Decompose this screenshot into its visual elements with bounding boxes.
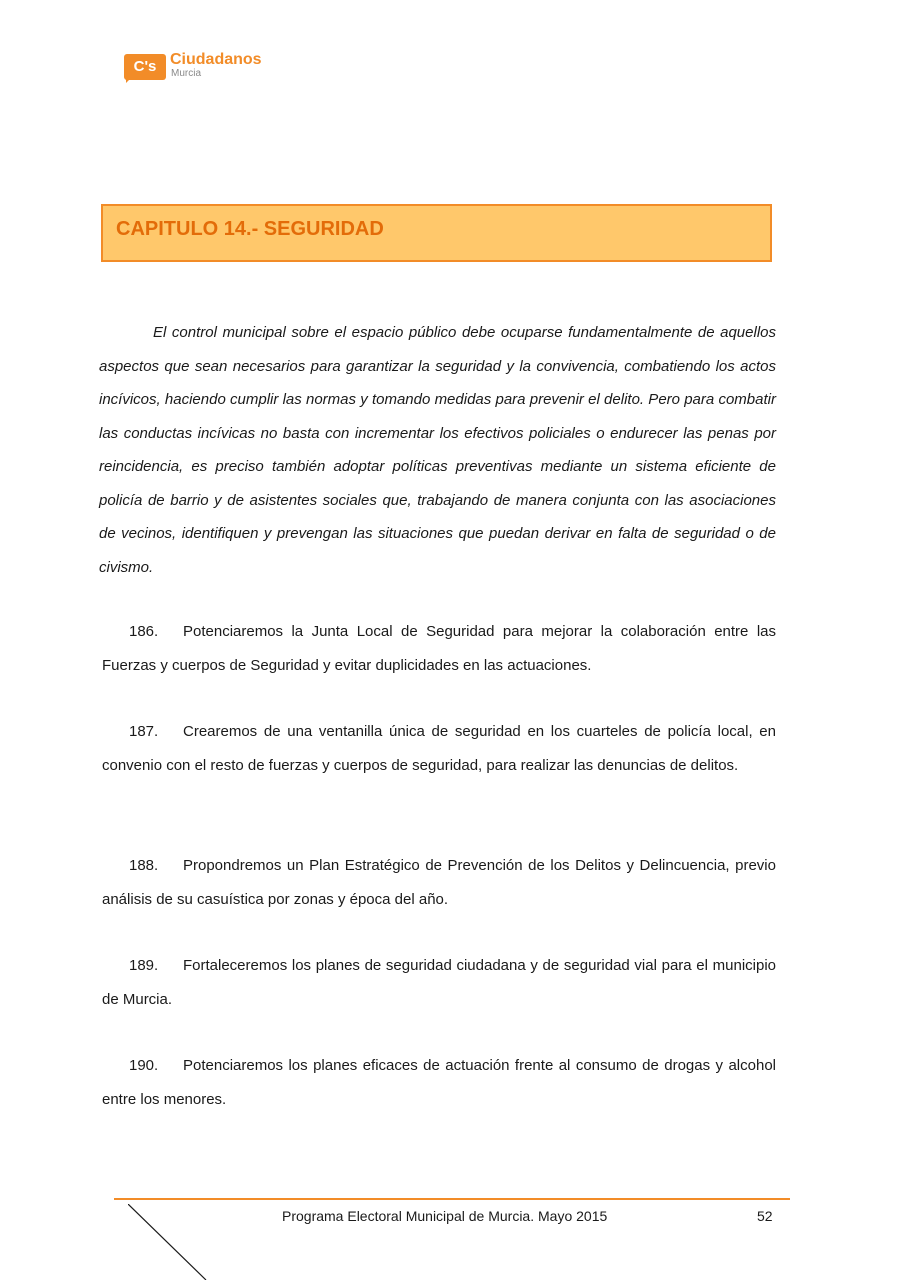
item-text: Crearemos de una ventanilla única de seguridad en los cuarteles de policía local, en convenio con el resto de fuerzas y cuerpos de seguridad, para realizar las denuncias de delitos. — [102, 723, 776, 774]
intro-paragraph: El control municipal sobre el espacio público debe ocuparse fundamentalmente de aquellos aspectos que sean necesarios para garantizar la seguridad y la convivencia, combatiendo los actos incívicos, haciendo cumplir las normas y tomando medidas para prevenir el delito. Pero para combatir las conductas incívicas no basta con incrementar los efectivos policiales o endurecer las penas por reincidencia, es preciso también adoptar políticas preventivas mediante un sistema eficiente de policía de barrio y de asistentes sociales que, trabajando de manera conjunta con las asociaciones de vecinos, identifiquen y prevengan las situaciones que puedan derivar en falta de seguridad o de civismo. — [99, 324, 776, 576]
list-item — [102, 1049, 776, 1116]
item-number: 189. — [129, 957, 159, 974]
logo-name: Ciudadanos — [170, 51, 262, 68]
logo-speech-tail — [126, 76, 133, 83]
footer-title: Programa Electoral Municipal de Murcia. Mayo 2015 — [282, 1208, 608, 1224]
footer-divider — [114, 1198, 790, 1200]
list-item — [102, 949, 776, 1016]
item-text: Potenciaremos la Junta Local de Seguridad para mejorar la colaboración entre las Fuerzas y cuerpos de Seguridad y evitar duplicidades en las actuaciones. — [102, 623, 776, 674]
list-item — [102, 849, 776, 916]
ciudadanos-logo — [124, 50, 274, 86]
page-number: 52 — [757, 1208, 773, 1224]
item-text: Potenciaremos los planes eficaces de actuación frente al consumo de drogas y alcohol entre los menores. — [102, 1057, 776, 1108]
chapter-title: CAPITULO 14.- SEGURIDAD — [116, 218, 384, 240]
list-item — [102, 715, 776, 782]
item-number: 190. — [129, 1057, 159, 1074]
list-item — [102, 615, 776, 682]
logo-city: Murcia — [171, 68, 202, 79]
chapter-heading-box — [101, 204, 772, 262]
item-text: Propondremos un Plan Estratégico de Prevención de los Delitos y Delincuencia, previo análisis de su casuística por zonas y época del año. — [102, 857, 776, 908]
item-number: 187. — [129, 723, 159, 740]
item-number: 188. — [129, 857, 159, 874]
item-text: Fortaleceremos los planes de seguridad ciudadana y de seguridad vial para el municipio de Murcia. — [102, 957, 776, 1008]
logo-badge: C's — [124, 54, 166, 80]
item-number: 186. — [129, 623, 159, 640]
footer-diagonal-line — [128, 1204, 208, 1280]
